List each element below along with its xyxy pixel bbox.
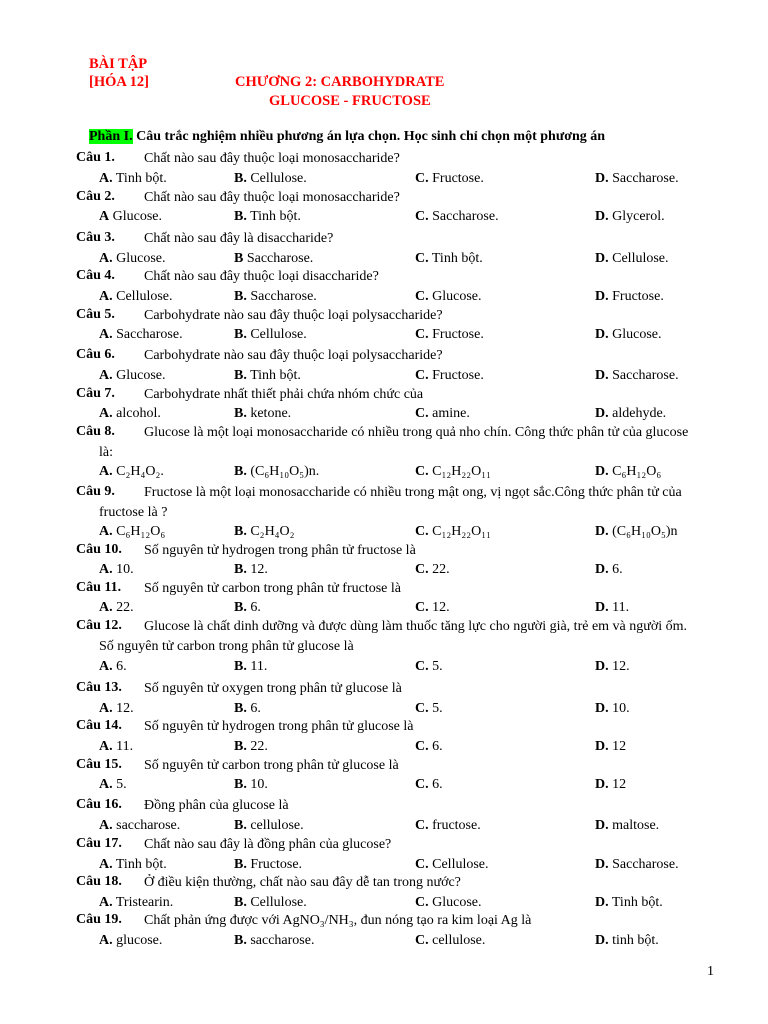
option-letter: B. [234,562,247,577]
option-letter: B. [234,524,247,539]
option-b[interactable] [234,464,319,480]
question-text: Carbohydrate nào sau đây thuộc loại polysaccharide? [144,308,443,323]
option-text: 10. [112,562,134,577]
question-number: Câu 10. [76,542,122,557]
option-d[interactable] [595,464,661,480]
question-number: Câu 16. [76,797,122,812]
option-d[interactable] [595,818,659,834]
option-d[interactable] [595,289,664,305]
option-text: Saccharose. [608,368,679,383]
option-text: C₁₂H₂₂O₁₁ [428,464,491,479]
question-text: Ở điều kiện thường, chất nào sau đây dễ tan trong nước? [144,875,461,890]
option-b[interactable] [234,739,268,755]
option-text: Cellulose. [112,289,173,304]
option-text: 5. [112,777,127,792]
option-b[interactable] [234,368,301,384]
option-d[interactable] [595,327,662,343]
option-letter: A. [99,857,113,872]
option-c[interactable] [415,701,443,717]
option-text: Fructose. [246,857,303,872]
option-letter: A. [99,327,113,342]
question-text: Carbohydrate nhất thiết phải chứa nhóm chức của [144,387,424,402]
option-letter: C. [415,368,429,383]
option-letter: C. [415,600,429,615]
option-a[interactable] [99,524,165,540]
option-text: 10. [246,777,268,792]
option-letter: B. [234,857,247,872]
option-text: Tinh bột. [112,171,167,186]
option-text: Saccharose. [112,327,183,342]
option-a[interactable] [99,327,183,343]
option-text: 6. [608,562,623,577]
option-letter: C. [415,524,429,539]
option-b[interactable] [234,659,267,675]
option-d[interactable] [595,251,669,267]
option-b[interactable] [234,777,268,793]
option-letter: D. [595,406,609,421]
option-letter: B. [234,464,247,479]
option-text: C₂H₄O₂ [246,524,295,539]
option-text: 6. [246,600,261,615]
option-d[interactable] [595,368,679,384]
option-letter: D. [595,171,609,186]
option-letter: B. [234,701,247,716]
option-a[interactable] [99,289,173,305]
option-text: cellulose. [428,933,486,948]
option-text: Glucose. [109,209,163,224]
option-letter: B. [234,933,247,948]
option-letter: C. [415,251,429,266]
option-text: Tristearin. [112,895,174,910]
option-letter: C. [415,777,429,792]
option-a[interactable] [99,600,134,616]
option-text: saccharose. [246,933,315,948]
option-text: maltose. [608,818,660,833]
option-c[interactable] [415,739,443,755]
option-letter: D. [595,600,609,615]
option-text: saccharose. [112,818,181,833]
option-a[interactable] [99,659,127,675]
option-letter: B. [234,777,247,792]
option-letter: A. [99,701,113,716]
option-letter: A. [99,464,113,479]
option-d[interactable] [595,777,626,793]
option-letter: A. [99,406,113,421]
option-d[interactable] [595,895,663,911]
question-number: Câu 3. [76,230,115,245]
option-letter: D. [595,739,609,754]
option-letter: D. [595,368,609,383]
option-letter: D. [595,895,609,910]
option-letter: D. [595,524,609,539]
option-letter: C. [415,739,429,754]
option-text: 10. [608,701,630,716]
option-c[interactable] [415,368,484,384]
option-c[interactable] [415,857,489,873]
question-text: Chất nào sau đây thuộc loại disaccharide? [144,269,379,284]
option-a[interactable] [99,895,173,911]
header-subject: [HÓA 12] [89,74,150,90]
question-number: Câu 8. [76,424,115,439]
option-letter: B. [234,739,247,754]
topic-title: GLUCOSE - FRUCTOSE [269,93,431,109]
option-letter: D. [595,818,609,833]
option-letter: B. [234,818,247,833]
question-text: Số nguyên tử carbon trong phân tử fructose là [144,581,402,596]
option-text: Fructose. [428,368,484,383]
option-letter: A. [99,818,113,833]
option-letter: B. [234,406,247,421]
option-text: Glucose. [608,327,662,342]
option-d[interactable] [595,701,630,717]
question-number: Câu 6. [76,347,115,362]
option-text: 12. [608,659,630,674]
option-text: Glycerol. [608,209,665,224]
question-number: Câu 9. [76,484,115,499]
option-letter: C. [415,289,429,304]
question-text: Glucose là một loại monosaccharide có nhiều trong quả nho chín. Công thức phân tử của glucose là: [99,425,689,460]
option-text: Cellulose. [246,327,307,342]
option-b[interactable] [234,289,317,305]
option-text: 6. [246,701,261,716]
option-letter: A. [99,562,113,577]
option-b[interactable] [234,406,291,422]
option-letter: A. [99,171,113,186]
question-number: Câu 17. [76,836,122,851]
option-letter: B. [234,327,247,342]
option-text: Cellulose. [246,895,307,910]
option-text: Fructose. [608,289,664,304]
option-letter: B. [234,368,247,383]
option-letter: C. [415,171,429,186]
question-text: Chất nào sau đây thuộc loại monosaccharide? [144,151,400,166]
option-d[interactable] [595,933,659,949]
question-number: Câu 1. [76,150,115,165]
option-text: C₆H₁₂O₆ [112,524,166,539]
option-text: 12 [608,739,627,754]
option-b[interactable] [234,327,307,343]
option-text: Glucose. [112,368,166,383]
option-letter: C. [415,406,429,421]
part-label: Phần I. [89,129,133,144]
option-c[interactable] [415,524,491,540]
option-text: Saccharose. [608,857,679,872]
option-letter: A [99,209,110,224]
question-text: Số nguyên tử hydrogen trong phân tử glucose là [144,719,414,734]
option-text: Glucose. [112,251,166,266]
option-a[interactable] [99,777,127,793]
option-text: Saccharose. [246,289,317,304]
question-number: Câu 19. [76,912,122,927]
option-c[interactable] [415,600,450,616]
option-text: Cellulose. [608,251,669,266]
chapter-title: CHƯƠNG 2: CARBOHYDRATE [235,74,445,90]
option-b[interactable] [234,209,301,225]
question-text: Chất phản ứng được với AgNO₃/NH₃, đun nóng tạo ra kim loại Ag là [144,913,532,928]
option-letter: A. [99,368,113,383]
option-b[interactable] [234,933,314,949]
option-a[interactable] [99,701,134,717]
option-c[interactable] [415,818,481,834]
option-text: cellulose. [246,818,304,833]
option-text: Saccharose. [608,171,679,186]
option-letter: D. [595,464,609,479]
option-letter: A. [99,933,113,948]
option-text: Glucose. [428,895,482,910]
question-text: Đồng phân của glucose là [144,798,289,813]
option-c[interactable] [415,171,484,187]
option-a[interactable] [99,739,133,755]
option-a[interactable] [99,933,162,949]
option-d[interactable] [595,739,626,755]
option-letter: A. [99,659,113,674]
option-letter: D. [595,777,609,792]
question-number: Câu 4. [76,268,115,283]
option-c[interactable] [415,562,450,578]
option-text: 12. [112,701,134,716]
option-d[interactable] [595,406,666,422]
option-text: 22. [428,562,450,577]
option-text: 12. [428,600,450,615]
option-letter: A. [99,739,113,754]
option-text: Saccharose. [243,251,314,266]
option-letter: D. [595,562,609,577]
option-d[interactable] [595,171,679,187]
option-text: 11. [112,739,134,754]
option-c[interactable] [415,933,485,949]
option-text: Saccharose. [428,209,499,224]
question-number: Câu 13. [76,680,122,695]
question-text: Fructose là một loại monosaccharide có nhiều trong mật ong, vị ngọt sắc.Công thức phân tử của fructose là ? [99,485,682,520]
question-text: Chất nào sau đây thuộc loại monosaccharide? [144,190,400,205]
option-letter: B [234,251,244,266]
option-text: Tinh bột. [608,895,663,910]
option-text: 12 [608,777,627,792]
option-text: ketone. [246,406,292,421]
option-text: 5. [428,701,443,716]
option-a[interactable] [99,562,134,578]
question-text: Số nguyên tử hydrogen trong phân tử fructose là [144,543,416,558]
option-letter: C. [415,209,429,224]
option-d[interactable] [595,857,679,873]
option-text: 22. [112,600,134,615]
question-number: Câu 14. [76,718,122,733]
option-text: aldehyde. [608,406,667,421]
question-text: Chất nào sau đây là disaccharide? [144,231,334,246]
option-letter: B. [234,659,247,674]
option-b[interactable] [234,171,307,187]
option-letter: A. [99,600,113,615]
option-a[interactable] [99,251,166,267]
option-letter: D. [595,327,609,342]
option-letter: A. [99,289,113,304]
option-d[interactable] [595,600,629,616]
question-number: Câu 5. [76,307,115,322]
question-text: Glucose là chất dinh dưỡng và được dùng làm thuốc tăng lực cho người già, trẻ em và người ốm. Số nguyên tử carbon trong phân tử glucose là [99,619,688,654]
option-d[interactable] [595,659,630,675]
option-text: Glucose. [428,289,482,304]
option-a[interactable] [99,857,167,873]
option-letter: C. [415,464,429,479]
option-letter: D. [595,289,609,304]
option-text: fructose. [428,818,481,833]
option-b[interactable] [234,600,261,616]
option-text: tinh bột. [608,933,659,948]
option-text: 5. [428,659,443,674]
option-letter: C. [415,701,429,716]
part-instruction: Câu trắc nghiệm nhiều phương án lựa chọn. Học sinh chỉ chọn một phương án [136,129,606,144]
option-b[interactable] [234,524,295,540]
option-b[interactable] [234,895,307,911]
option-d[interactable] [595,524,678,540]
option-text: Tinh bột. [428,251,483,266]
question-number: Câu 15. [76,757,122,772]
option-letter: A. [99,251,113,266]
option-a[interactable] [99,818,180,834]
option-letter: C. [415,895,429,910]
question-text: Số nguyên tử oxygen trong phân tử glucose là [144,681,402,696]
option-text: 6. [428,739,443,754]
option-letter: C. [415,818,429,833]
option-c[interactable] [415,777,443,793]
question-number: Câu 12. [76,618,122,633]
option-c[interactable] [415,327,484,343]
question-text: Chất nào sau đây là đồng phân của glucose? [144,837,392,852]
option-letter: D. [595,933,609,948]
option-letter: D. [595,857,609,872]
option-letter: A. [99,777,113,792]
option-text: Tinh bột. [112,857,167,872]
option-text: Tinh bột. [246,209,301,224]
question-number: Câu 18. [76,874,122,889]
question-text: Carbohydrate nào sau đây thuộc loại polysaccharide? [144,348,443,363]
option-letter: B. [234,209,247,224]
option-letter: B. [234,895,247,910]
option-a[interactable] [99,171,167,187]
option-text: C₆H₁₂O₆ [608,464,662,479]
question-number: Câu 2. [76,189,115,204]
question-number: Câu 7. [76,386,115,401]
option-text: alcohol. [112,406,161,421]
option-letter: B. [234,171,247,186]
header-title: BÀI TẬP [89,56,148,72]
part-heading [89,129,605,145]
option-a[interactable] [99,209,162,225]
option-c[interactable] [415,464,491,480]
option-letter: D. [595,701,609,716]
option-text: 11. [608,600,630,615]
option-b[interactable] [234,251,313,267]
option-text: Cellulose. [246,171,307,186]
option-text: 22. [246,739,268,754]
option-a[interactable] [99,406,161,422]
option-a[interactable] [99,464,164,480]
option-text: 6. [428,777,443,792]
option-letter: D. [595,659,609,674]
option-b[interactable] [234,701,261,717]
option-text: 6. [112,659,127,674]
option-letter: A. [99,524,113,539]
option-text: C₁₂H₂₂O₁₁ [428,524,491,539]
option-letter: C. [415,562,429,577]
option-c[interactable] [415,659,443,675]
option-text: 12. [246,562,268,577]
option-c[interactable] [415,895,482,911]
option-letter: C. [415,857,429,872]
option-text: amine. [428,406,470,421]
option-letter: D. [595,209,609,224]
option-text: 11. [246,659,268,674]
option-text: C₂H₄O₂. [112,464,164,479]
page-number: 1 [707,964,714,979]
option-a[interactable] [99,368,166,384]
option-d[interactable] [595,562,623,578]
option-text: Fructose. [428,171,484,186]
option-letter: C. [415,933,429,948]
option-text: Cellulose. [428,857,489,872]
option-c[interactable] [415,289,482,305]
option-b[interactable] [234,857,302,873]
option-text: (C₆H₁₀O₅)n. [246,464,320,479]
option-letter: C. [415,327,429,342]
option-text: Fructose. [428,327,484,342]
option-letter: D. [595,251,609,266]
option-text: glucose. [112,933,163,948]
question-text: Số nguyên tử carbon trong phân tử glucose là [144,758,399,773]
option-letter: B. [234,289,247,304]
option-d[interactable] [595,209,665,225]
option-letter: A. [99,895,113,910]
option-letter: B. [234,600,247,615]
option-c[interactable] [415,251,483,267]
option-b[interactable] [234,562,268,578]
question-number: Câu 11. [76,580,122,595]
option-b[interactable] [234,818,304,834]
option-c[interactable] [415,209,499,225]
option-text: (C₆H₁₀O₅)n [608,524,678,539]
option-c[interactable] [415,406,470,422]
option-letter: C. [415,659,429,674]
option-text: Tinh bột. [246,368,301,383]
